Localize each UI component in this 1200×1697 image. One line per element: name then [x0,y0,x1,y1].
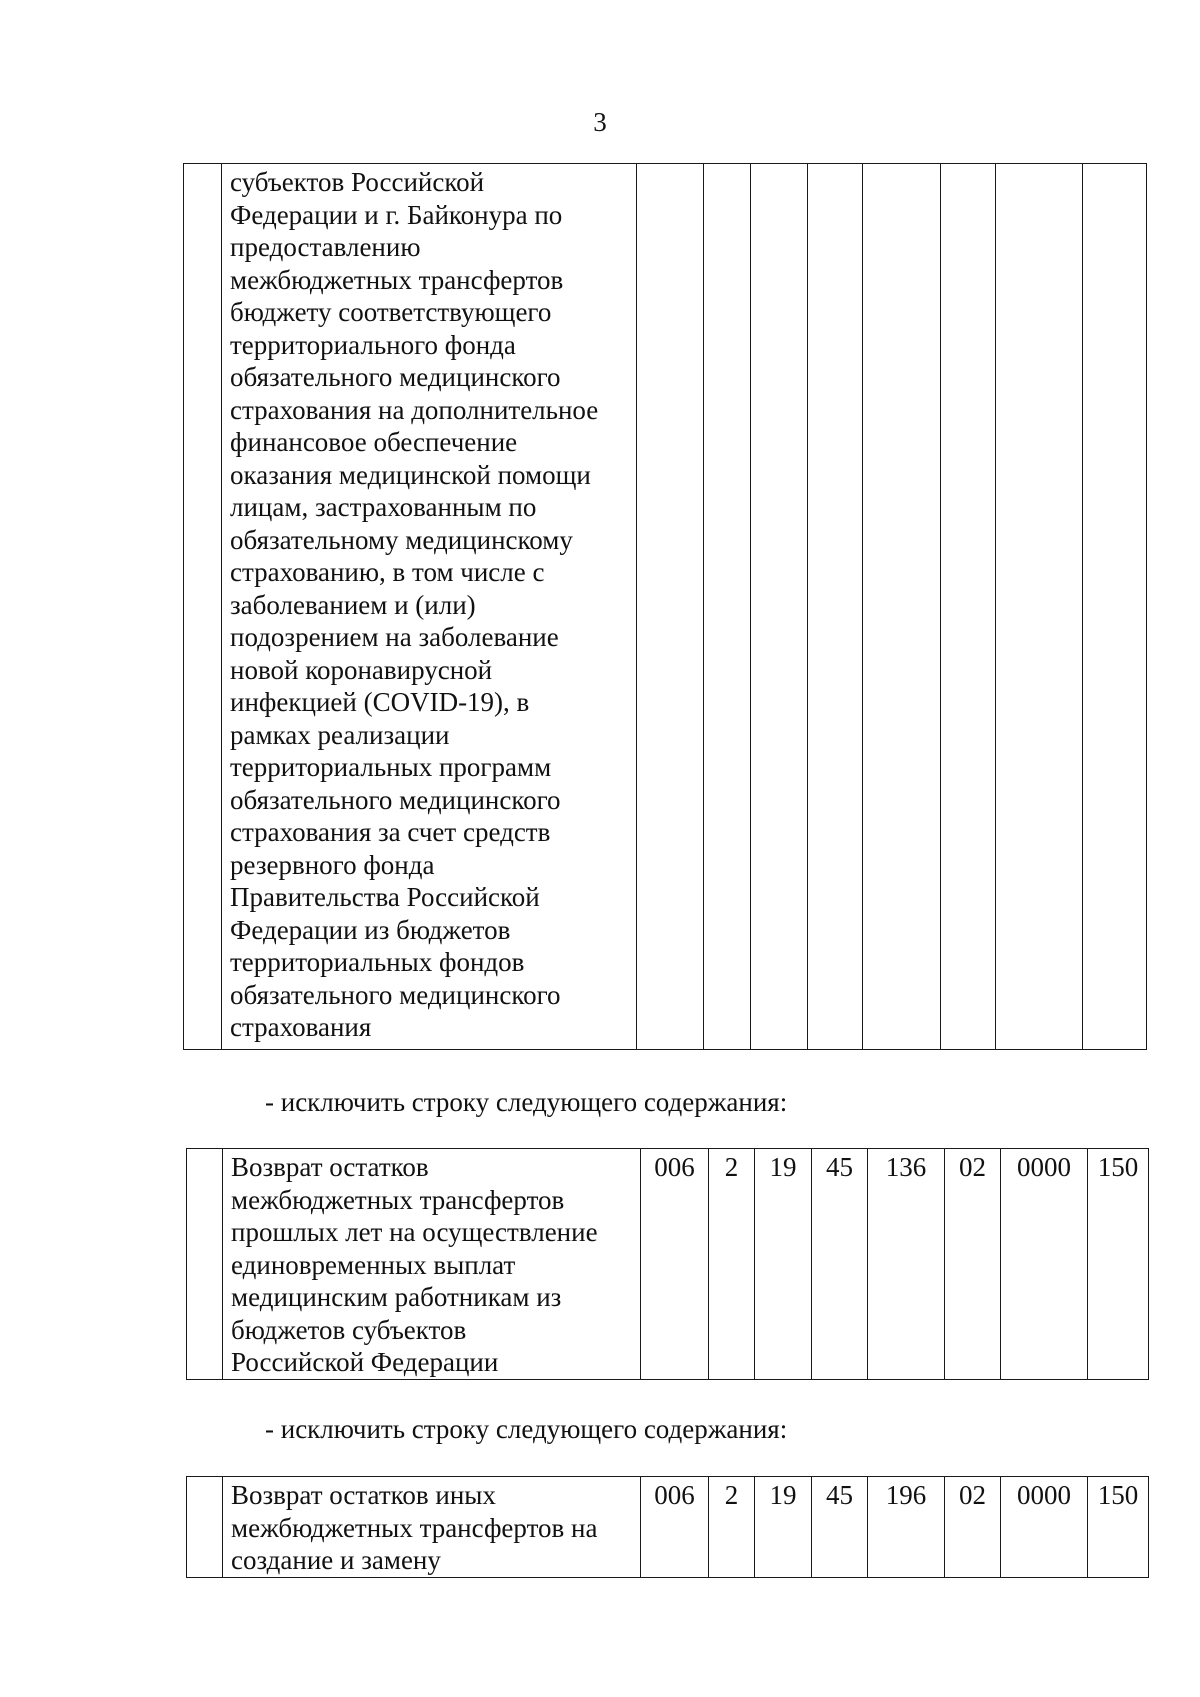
excluded-row-table [186,1148,1149,1380]
description-line: инфекцией (COVID-19), в [230,687,530,717]
row-number-cell [187,1477,223,1578]
description-line: прошлых лет на осуществление [231,1217,598,1247]
description-line: страхования за счет средств [230,817,551,847]
description-line: бюджету соответствующего [230,297,552,327]
description-line: территориального фонда [230,329,516,360]
exclude-row-instruction: - исключить строку следующего содержания: [265,1087,788,1117]
admin-code-cell: 006 [641,1477,709,1578]
description-line: Возврат остатков [231,1152,429,1182]
excluded-row-table [186,1476,1149,1578]
description-line: Правительства Российской [230,882,540,912]
economic-code-cell [1083,164,1147,1050]
economic-code-cell: 150 [1088,1149,1149,1380]
program-code-cell: 0000 [1001,1149,1088,1380]
subarticle-code-cell: 196 [868,1477,945,1578]
description-cell [223,1149,641,1380]
description-line: субъектов Российской [230,167,485,197]
table-row [184,164,1147,1050]
description-line: страхованию, в том числе с [230,557,545,587]
table-row [187,1149,1149,1380]
row-number-cell [184,164,222,1050]
description-line: Возврат остатков иных [231,1480,496,1510]
article-code-cell: 45 [812,1477,868,1578]
program-code-cell [996,164,1083,1050]
description-line: территориальных фондов [230,947,525,977]
description-line: резервного фонда [230,849,435,880]
description-line: бюджетов субъектов [231,1314,467,1345]
description-line: страхования на дополнительное [230,394,599,425]
description-cell [222,164,637,1050]
description-line: межбюджетных трансфертов на [231,1512,598,1543]
description-line: обязательного медицинского [230,979,561,1010]
description-line: заболеванием и (или) [230,589,476,620]
element-code-cell: 02 [945,1477,1001,1578]
economic-code-cell: 150 [1088,1477,1149,1578]
description-line: межбюджетных трансфертов [230,264,564,295]
description-line: оказания медицинской помощи [230,459,591,490]
description-line: единовременных выплат [231,1249,516,1280]
row-number-cell [187,1149,223,1380]
description-line: страхования [230,1012,372,1042]
description-line: Федерации и г. Байконура по [230,199,563,230]
description-line: предоставлению [230,232,421,262]
group-code-cell [704,164,751,1050]
subarticle-code-cell [863,164,941,1050]
group-code-cell: 2 [709,1477,755,1578]
description-line: новой коронавирусной [230,654,493,685]
description-line: рамках реализации [230,719,450,750]
description-line: медицинским работникам из [231,1282,562,1312]
description-line: обязательного медицинского [230,362,561,392]
description-cell [223,1477,641,1578]
description-line: межбюджетных трансфертов [231,1184,565,1215]
description-line: Федерации из бюджетов [230,914,511,945]
description-line: Российской Федерации [231,1347,499,1377]
table-row [187,1477,1149,1578]
description-line: подозрением на заболевание [230,622,559,652]
description-line: обязательному медицинскому [230,524,573,555]
subgroup-code-cell: 19 [755,1149,812,1380]
continuation-table [183,163,1147,1050]
subgroup-code-cell: 19 [755,1477,812,1578]
element-code-cell: 02 [945,1149,1001,1380]
admin-code-cell: 006 [641,1149,709,1380]
subgroup-code-cell [751,164,808,1050]
element-code-cell [941,164,996,1050]
group-code-cell: 2 [709,1149,755,1380]
page-number: 3 [593,107,607,137]
subarticle-code-cell: 136 [868,1149,945,1380]
description-line: финансовое обеспечение [230,427,518,457]
description-line: создание и замену [231,1545,441,1575]
description-line: территориальных программ [230,752,552,782]
description-line: обязательного медицинского [230,784,561,815]
admin-code-cell [637,164,704,1050]
description-line: лицам, застрахованным по [230,492,537,522]
program-code-cell: 0000 [1001,1477,1088,1578]
article-code-cell [808,164,863,1050]
exclude-row-instruction: - исключить строку следующего содержания: [265,1414,788,1444]
article-code-cell: 45 [812,1149,868,1380]
